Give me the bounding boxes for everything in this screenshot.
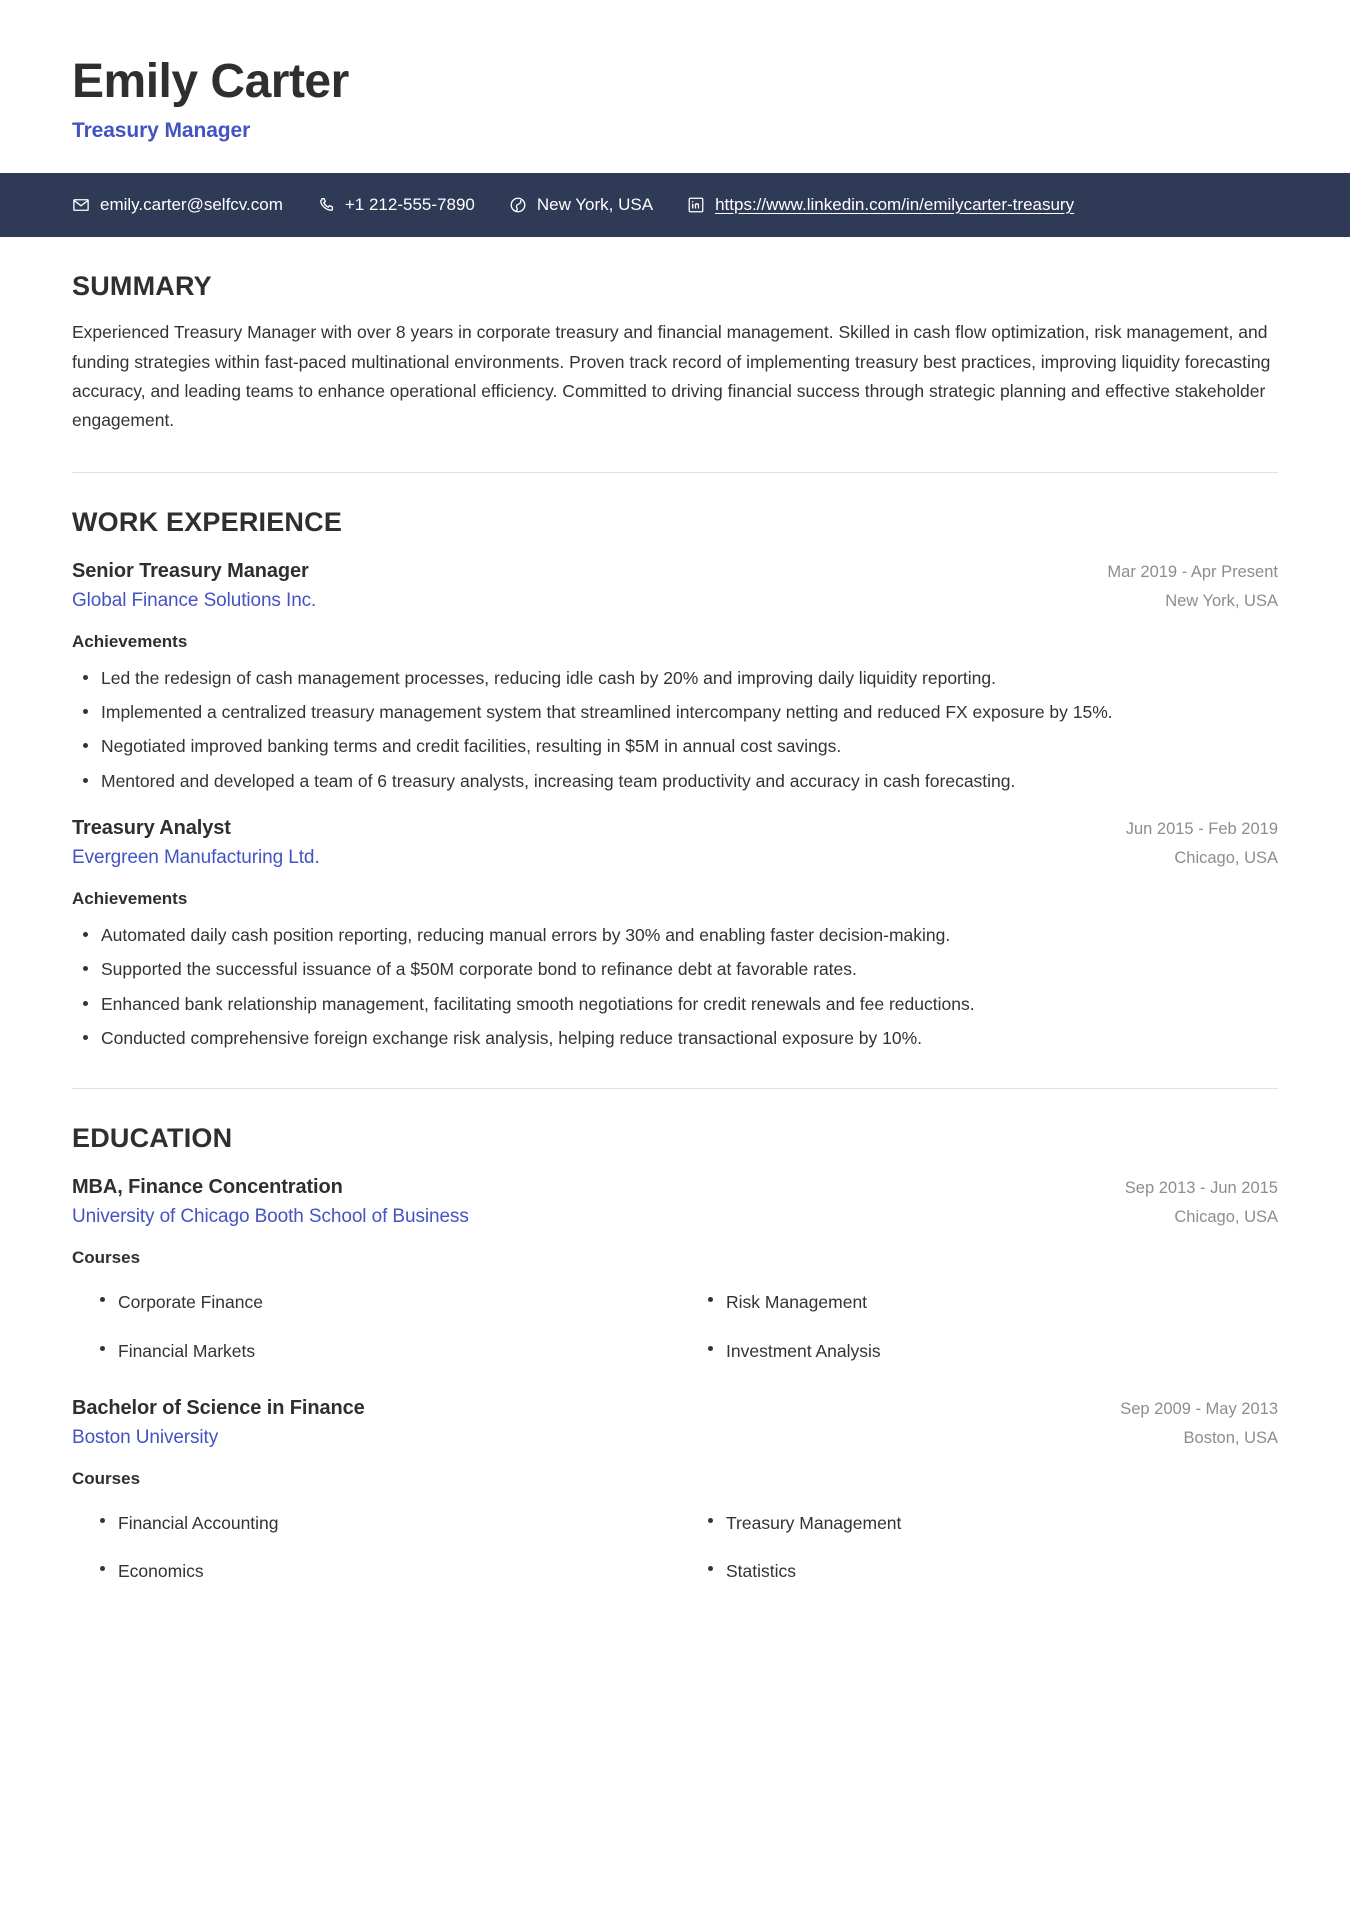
education-entry-header [72,1176,1278,1199]
section-title-summary: SUMMARY [72,271,212,302]
education-school[interactable]: Boston University [72,1426,219,1448]
job-location: Chicago, USA [1174,849,1278,868]
contact-item-linkedin[interactable] [687,195,1074,215]
achievement-item: Negotiated improved banking terms and credit facilities, resulting in $5M in annual cost savings. [72,732,1278,760]
achievements-list [72,921,1278,1052]
linkedin-icon [687,196,705,214]
contact-bar [0,173,1350,237]
achievements-label: Achievements [72,889,188,909]
work-entry [72,817,1278,1052]
course-item: Corporate Finance [72,1278,670,1326]
work-entry-subheader [72,840,1278,869]
section-summary [72,237,1278,436]
section-work-experience [72,473,1278,1053]
globe-icon [509,196,527,214]
envelope-icon [72,196,90,214]
full-name: Emily Carter [72,55,349,108]
contact-location-text: New York, USA [536,194,654,214]
job-title: Treasury Manager [72,118,251,142]
work-entry-header [72,817,1278,840]
course-item: Financial Accounting [72,1499,670,1547]
achievement-item: Mentored and developed a team of 6 treasury analysts, increasing team productivity and accuracy in cash forecasting. [72,767,1278,795]
education-location: Boston, USA [1183,1428,1278,1447]
education-location: Chicago, USA [1174,1208,1278,1227]
achievement-item: Supported the successful issuance of a $50M corporate bond to refinance debt at favorable rates. [72,955,1278,983]
education-degree: Bachelor of Science in Finance [72,1396,365,1419]
course-item: Statistics [680,1547,1278,1595]
contact-linkedin-link[interactable]: https://www.linkedin.com/in/emilycarter-treasury [715,194,1075,214]
courses-grid [72,1499,1278,1596]
section-title-education: EDUCATION [72,1123,233,1154]
course-item: Financial Markets [72,1327,670,1375]
job-company[interactable]: Global Finance Solutions Inc. [72,589,317,611]
course-item: Treasury Management [680,1499,1278,1547]
job-company[interactable]: Evergreen Manufacturing Ltd. [72,847,320,869]
course-item: Risk Management [680,1278,1278,1326]
education-entry-subheader [72,1420,1278,1449]
education-entry [72,1176,1278,1375]
achievements-list [72,664,1278,795]
resume-header [0,0,1350,143]
job-position: Treasury Analyst [72,817,231,840]
achievement-item: Led the redesign of cash management processes, reducing idle cash by 20% and improving daily liquidity reporting. [72,664,1278,692]
education-dates: Sep 2013 - Jun 2015 [1124,1179,1278,1198]
education-school[interactable]: University of Chicago Booth School of Business [72,1206,469,1228]
work-entry [72,560,1278,795]
work-entry-header [72,560,1278,583]
work-entry-subheader [72,583,1278,612]
contact-item-email[interactable] [72,195,283,215]
courses-label: Courses [72,1468,141,1488]
section-education [72,1089,1278,1595]
achievement-item: Conducted comprehensive foreign exchange risk analysis, helping reduce transactional exposure by 10%. [72,1024,1278,1052]
achievements-label: Achievements [72,631,188,651]
achievement-item: Automated daily cash position reporting, reducing manual errors by 30% and enabling faster decision-making. [72,921,1278,949]
phone-icon [317,196,335,214]
course-item: Investment Analysis [680,1327,1278,1375]
education-entry-subheader [72,1199,1278,1228]
achievement-item: Implemented a centralized treasury management system that streamlined intercompany netting and reduced FX exposure by 15%. [72,698,1278,726]
contact-item-phone[interactable] [317,195,475,215]
resume-content [0,237,1350,1595]
job-location: New York, USA [1165,591,1278,610]
job-position: Senior Treasury Manager [72,559,309,582]
contact-phone-text: +1 212-555-7890 [344,194,475,214]
education-entry [72,1397,1278,1596]
education-degree: MBA, Finance Concentration [72,1176,343,1199]
contact-item-location[interactable] [509,195,653,215]
summary-paragraph: Experienced Treasury Manager with over 8 years in corporate treasury and financial management. Skilled in cash flow optimization, risk management, and funding strategies within fast-paced multinational environments. Proven track record of implementing treasury best practices, improving liquidity forecasting accuracy, and leading teams to enhance operational efficiency. Committed to driving financial success through strategic planning and effective stakeholder engagement. [72,322,1271,431]
courses-grid [72,1278,1278,1375]
achievement-item: Enhanced bank relationship management, facilitating smooth negotiations for credit renewals and fee reductions. [72,990,1278,1018]
course-item: Economics [72,1547,670,1595]
courses-label: Courses [72,1248,141,1268]
job-dates: Mar 2019 - Apr Present [1107,562,1278,581]
education-entry-header [72,1397,1278,1420]
job-dates: Jun 2015 - Feb 2019 [1125,820,1278,839]
contact-email-text: emily.carter@selfcv.com [100,194,283,214]
education-dates: Sep 2009 - May 2013 [1120,1399,1278,1418]
section-title-work-experience: WORK EXPERIENCE [72,506,343,537]
